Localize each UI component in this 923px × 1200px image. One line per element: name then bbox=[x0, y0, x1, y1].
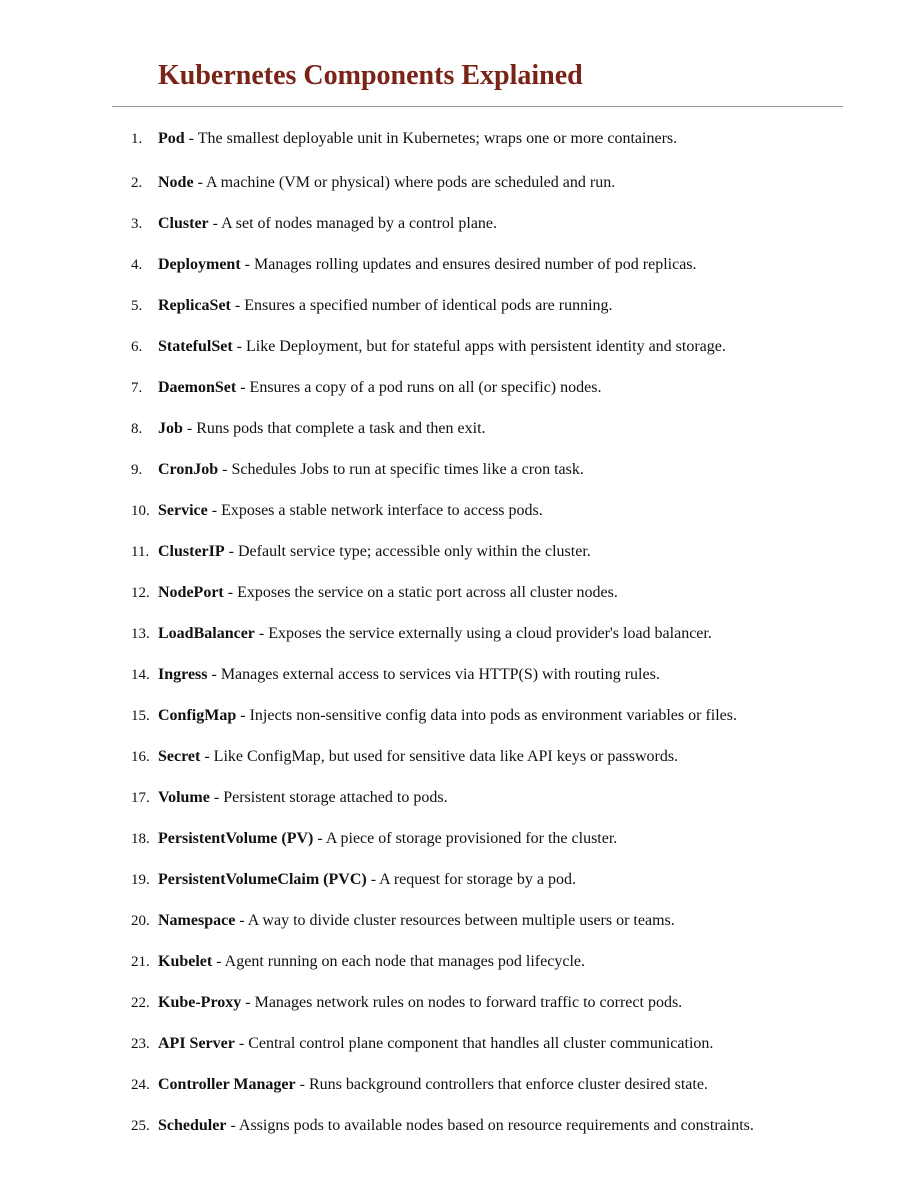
item-term: Node bbox=[158, 174, 194, 191]
item-description: - Like Deployment, but for stateful apps with persistent identity and storage. bbox=[232, 338, 726, 355]
list-item bbox=[0, 538, 923, 579]
item-description: - Agent running on each node that manages pod lifecycle. bbox=[212, 953, 585, 970]
item-description: - Ensures a copy of a pod runs on all (or specific) nodes. bbox=[236, 379, 602, 396]
item-number: 5. bbox=[131, 298, 143, 314]
list-item bbox=[0, 948, 923, 989]
item-body bbox=[158, 620, 712, 648]
list-item bbox=[0, 374, 923, 415]
item-term: Pod bbox=[158, 130, 185, 147]
item-description: - Central control plane component that handles all cluster communication. bbox=[234, 1035, 714, 1052]
item-number: 15. bbox=[131, 708, 150, 724]
item-body bbox=[158, 784, 448, 812]
item-description: - Like ConfigMap, but used for sensitive data like API keys or passwords. bbox=[200, 748, 679, 765]
item-description: - Injects non-sensitive config data into pods as environment variables or files. bbox=[236, 707, 737, 724]
item-description: - Default service type; accessible only within the cluster. bbox=[224, 543, 591, 560]
item-term: Secret bbox=[158, 748, 201, 765]
item-body bbox=[158, 333, 726, 361]
item-number: 20. bbox=[131, 913, 150, 929]
item-number: 24. bbox=[131, 1077, 150, 1093]
item-number: 18. bbox=[131, 831, 150, 847]
item-term: ClusterIP bbox=[158, 543, 225, 560]
list-item bbox=[0, 907, 923, 948]
title-divider bbox=[112, 106, 843, 107]
list-item bbox=[0, 497, 923, 538]
item-body bbox=[158, 456, 584, 484]
item-number: 7. bbox=[131, 380, 143, 396]
item-body bbox=[158, 743, 678, 771]
item-body bbox=[158, 1112, 754, 1140]
item-term: NodePort bbox=[158, 584, 224, 601]
item-body bbox=[158, 415, 486, 443]
item-description: - Exposes the service on a static port across all cluster nodes. bbox=[223, 584, 618, 601]
item-number: 17. bbox=[131, 790, 150, 806]
item-term: ConfigMap bbox=[158, 707, 237, 724]
item-number: 4. bbox=[131, 257, 143, 273]
item-description: - Ensures a specified number of identical pods are running. bbox=[230, 297, 613, 314]
list-item bbox=[0, 292, 923, 333]
list-item bbox=[0, 702, 923, 743]
item-body bbox=[158, 1030, 713, 1058]
item-description: - Manages external access to services via HTTP(S) with routing rules. bbox=[207, 666, 660, 683]
item-term: Scheduler bbox=[158, 1117, 227, 1134]
item-body bbox=[158, 251, 697, 279]
item-description: - Manages rolling updates and ensures desired number of pod replicas. bbox=[240, 256, 697, 273]
item-description: - Manages network rules on nodes to forward traffic to correct pods. bbox=[241, 994, 683, 1011]
item-description: - A piece of storage provisioned for the cluster. bbox=[313, 830, 618, 847]
item-number: 16. bbox=[131, 749, 150, 765]
item-description: - A set of nodes managed by a control plane. bbox=[208, 215, 498, 232]
item-body bbox=[158, 538, 591, 566]
list-item bbox=[0, 333, 923, 374]
list-item bbox=[0, 1071, 923, 1112]
item-term: Kubelet bbox=[158, 953, 213, 970]
item-description: - Schedules Jobs to run at specific times like a cron task. bbox=[218, 461, 584, 478]
components-list bbox=[0, 125, 923, 1153]
item-description: - The smallest deployable unit in Kubernetes; wraps one or more containers. bbox=[184, 130, 678, 147]
list-item bbox=[0, 169, 923, 210]
list-item bbox=[0, 251, 923, 292]
item-term: Service bbox=[158, 502, 208, 519]
page-title: Kubernetes Components Explained bbox=[158, 60, 583, 91]
item-term: ReplicaSet bbox=[158, 297, 231, 314]
item-number: 3. bbox=[131, 216, 143, 232]
item-term: StatefulSet bbox=[158, 338, 233, 355]
item-term: PersistentVolume (PV) bbox=[158, 830, 314, 847]
item-body bbox=[158, 210, 497, 238]
item-number: 11. bbox=[131, 544, 150, 560]
item-number: 1. bbox=[131, 131, 143, 147]
item-description: - Runs pods that complete a task and then exit. bbox=[182, 420, 486, 437]
item-number: 10. bbox=[131, 503, 150, 519]
item-number: 25. bbox=[131, 1118, 150, 1134]
item-term: Cluster bbox=[158, 215, 209, 232]
item-term: API Server bbox=[158, 1035, 235, 1052]
item-body bbox=[158, 497, 543, 525]
item-body bbox=[158, 125, 677, 153]
list-item bbox=[0, 866, 923, 907]
item-description: - A machine (VM or physical) where pods are scheduled and run. bbox=[193, 174, 616, 191]
item-number: 13. bbox=[131, 626, 150, 642]
item-term: Volume bbox=[158, 789, 210, 806]
item-description: - Persistent storage attached to pods. bbox=[209, 789, 448, 806]
item-body bbox=[158, 374, 601, 402]
list-item bbox=[0, 415, 923, 456]
item-body bbox=[158, 661, 660, 689]
item-description: - A request for storage by a pod. bbox=[366, 871, 576, 888]
item-body bbox=[158, 989, 682, 1017]
item-term: LoadBalancer bbox=[158, 625, 255, 642]
item-number: 23. bbox=[131, 1036, 150, 1052]
item-description: - A way to divide cluster resources between multiple users or teams. bbox=[235, 912, 675, 929]
item-body bbox=[158, 579, 618, 607]
item-number: 8. bbox=[131, 421, 143, 437]
item-term: Job bbox=[158, 420, 183, 437]
item-number: 6. bbox=[131, 339, 143, 355]
item-term: DaemonSet bbox=[158, 379, 237, 396]
item-number: 12. bbox=[131, 585, 150, 601]
list-item bbox=[0, 620, 923, 661]
item-description: - Exposes the service externally using a cloud provider's load balancer. bbox=[254, 625, 712, 642]
item-term: CronJob bbox=[158, 461, 219, 478]
list-item bbox=[0, 743, 923, 784]
item-term: Controller Manager bbox=[158, 1076, 296, 1093]
item-body bbox=[158, 702, 737, 730]
item-term: Namespace bbox=[158, 912, 236, 929]
list-item bbox=[0, 661, 923, 702]
list-item bbox=[0, 456, 923, 497]
list-item bbox=[0, 210, 923, 251]
item-body bbox=[158, 825, 617, 853]
item-body bbox=[158, 1071, 708, 1099]
item-term: Deployment bbox=[158, 256, 241, 273]
item-term: PersistentVolumeClaim (PVC) bbox=[158, 871, 367, 888]
item-term: Kube-Proxy bbox=[158, 994, 242, 1011]
item-number: 21. bbox=[131, 954, 150, 970]
item-description: - Assigns pods to available nodes based on resource requirements and constraints. bbox=[226, 1117, 754, 1134]
item-number: 19. bbox=[131, 872, 150, 888]
list-item bbox=[0, 825, 923, 866]
item-description: - Exposes a stable network interface to access pods. bbox=[207, 502, 543, 519]
item-number: 9. bbox=[131, 462, 143, 478]
item-body bbox=[158, 169, 615, 197]
item-number: 2. bbox=[131, 175, 143, 191]
list-item bbox=[0, 1112, 923, 1153]
item-body bbox=[158, 907, 675, 935]
item-body bbox=[158, 948, 585, 976]
item-number: 22. bbox=[131, 995, 150, 1011]
item-term: Ingress bbox=[158, 666, 208, 683]
list-item bbox=[0, 579, 923, 620]
list-item bbox=[0, 125, 923, 169]
item-body bbox=[158, 292, 613, 320]
list-item bbox=[0, 784, 923, 825]
item-description: - Runs background controllers that enforce cluster desired state. bbox=[295, 1076, 708, 1093]
list-item bbox=[0, 989, 923, 1030]
item-body bbox=[158, 866, 576, 894]
item-number: 14. bbox=[131, 667, 150, 683]
list-item bbox=[0, 1030, 923, 1071]
